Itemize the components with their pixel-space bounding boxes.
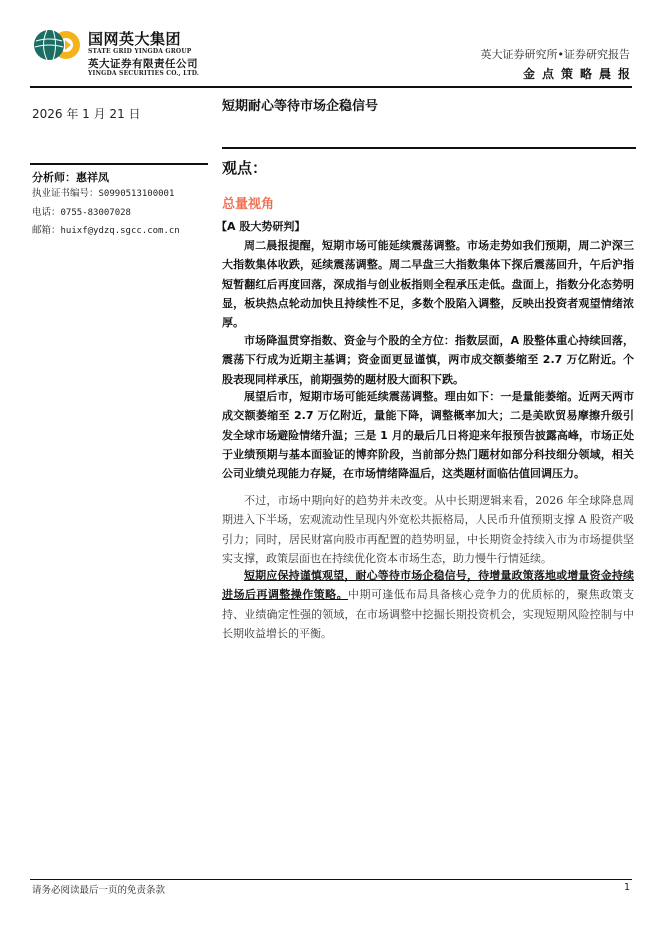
paragraph-4 <box>222 491 634 568</box>
conclusion-emphasis: 短期应保持谨慎观望，耐心等待市场企稳信号，待增量政策落地或增量资金持续进场后再调整操作策略。 <box>222 569 634 602</box>
section-heading: 总量视角 <box>222 197 275 212</box>
report-title: 短期耐心等待市场企稳信号 <box>222 99 379 114</box>
phone-label: 电话： <box>32 207 61 218</box>
state-grid-yingda-logo-icon <box>32 28 82 62</box>
group-name-en: STATE GRID YINGDA GROUP <box>88 48 192 55</box>
license-label: 执业证书编号： <box>32 188 99 199</box>
email-label: 邮箱： <box>32 225 61 236</box>
company-name-cn: 英大证券有限责任公司 <box>88 58 198 70</box>
page-number: 1 <box>623 882 630 893</box>
institute-label: 英大证券研究所•证券研究报告 <box>480 48 630 61</box>
analyst-email <box>32 222 180 236</box>
analyst-divider <box>30 163 208 165</box>
email-value[interactable]: huixf@ydzq.sgcc.com.cn <box>60 226 180 236</box>
company-logo <box>30 24 200 76</box>
analyst-name: 分析师：惠祥凤 <box>32 171 109 184</box>
analyst-phone <box>32 204 131 218</box>
paragraph-text: 不过，市场中期向好的趋势并未改变。从中长期逻辑来看，2026 年全球降息周期进入下半场，宏观流动性呈现内外宽松共振格局，人民币升值预期支撑 A 股资产吸引力；同时，居民财富向股市再配置的趋势明显，中长期资金持续入市为市场提供坚实支撑，政策层面也在持续优化资本市场生态，助力慢牛行情延续。 <box>222 494 634 565</box>
paragraph-1 <box>222 236 634 332</box>
conclusion-paragraph <box>222 566 634 643</box>
paragraph-2 <box>222 331 634 389</box>
report-series: 金点策略晨报 <box>522 67 637 81</box>
group-name-cn: 国网英大集团 <box>88 30 182 48</box>
disclaimer-note: 请务必阅读最后一页的免责条款 <box>32 885 166 896</box>
report-date: 2026 年 1 月 21 日 <box>32 107 141 121</box>
paragraph-text: 市场降温贯穿指数、资金与个股的全方位：指数层面，A 股整体重心持续回落，震荡下行成为近期主基调；资金面更显谨慎，两市成交额萎缩至 2.7 万亿附近。个股表现同样承压，前期强势的题材股大面积下跌。 <box>222 334 634 386</box>
paragraph-text: 展望后市，短期市场可能延续震荡调整。理由如下：一是量能萎缩。近两天两市成交额萎缩至 2.7 万亿附近，量能下降，调整概率加大；二是美欧贸易摩擦升级引发全球市场避险情绪升温；三是 1 月的最后几日将迎来年报预告披露高峰，市场正处于业绩预期与基本面验证的博弈阶段，当前部分热门题材如部分科技细分领域，相关公司业绩兑现能力存疑，在市场情绪降温后，这类题材面临估值回调压力。 <box>222 390 634 481</box>
subsection-heading: 【A 股大势研判】 <box>216 220 306 233</box>
conclusion-text: 中期可逢低布局具备核心竞争力的优质标的，聚焦政策支持、业绩确定性强的领域，在市场调整中挖掘长期投资机会，实现短期风险控制与中长期收益增长的平衡。 <box>222 588 635 640</box>
company-name-en: YINGDA SECURITIES CO., LTD. <box>88 70 200 77</box>
view-heading: 观点： <box>222 159 268 177</box>
analyst-license <box>32 185 174 199</box>
phone-value: 0755-83007028 <box>60 208 131 218</box>
header-divider <box>30 86 632 88</box>
footer-divider <box>30 879 632 880</box>
title-divider <box>222 147 636 149</box>
license-value: S0990513100001 <box>98 189 175 199</box>
paragraph-3 <box>222 387 634 483</box>
paragraph-text: 周二晨报提醒，短期市场可能延续震荡调整。市场走势如我们预期，周二沪深三大指数集体收跌，延续震荡调整。周二早盘三大指数集体下探后震荡回升，午后沪指短暂翻红后再度回落，深成指与创业板指则全程承压走低。盘面上，指数分化态势明显，板块热点轮动加快且持续性不足，多数个股陷入调整，反映出投资者观望情绪浓厚。 <box>222 239 634 330</box>
